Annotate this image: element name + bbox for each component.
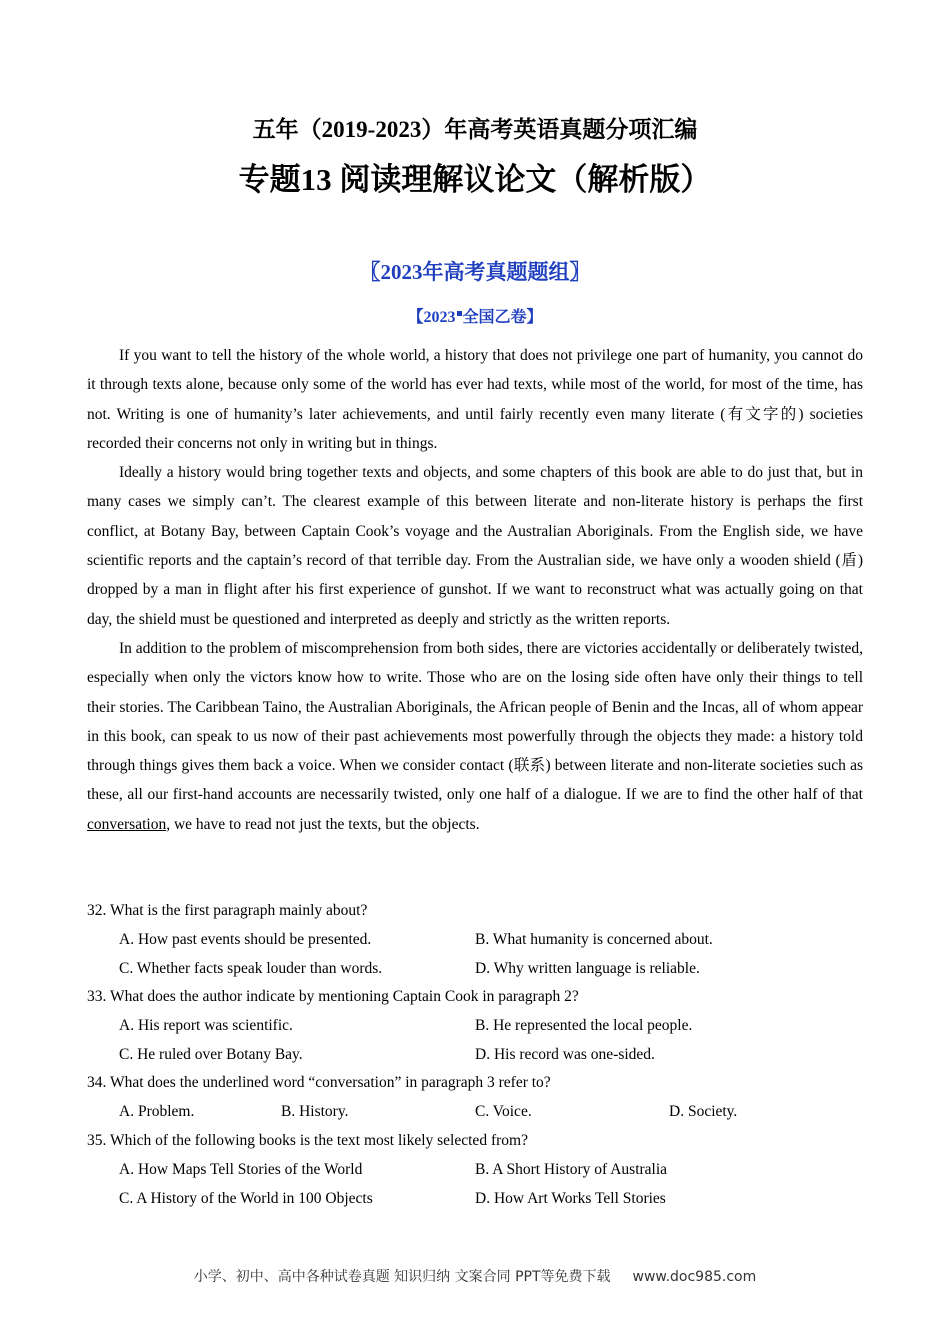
exam-source-label	[0, 306, 950, 330]
paragraph-3-tail: , we have to read not just the texts, but the objects.	[166, 815, 480, 833]
page-footer	[0, 1266, 950, 1288]
reading-passage	[87, 341, 863, 839]
question-34-option-a: A. Problem.	[119, 1103, 195, 1120]
question-35-option-b: B. A Short History of Australia	[475, 1161, 668, 1178]
exam-source-year: 【2023	[407, 309, 456, 326]
question-32-stem: 32. What is the first paragraph mainly about?	[87, 902, 368, 919]
question-33-stem: 33. What does the author indicate by mentioning Captain Cook in paragraph 2?	[87, 988, 579, 1005]
separator-square-icon	[457, 311, 462, 316]
question-35-option-a: A. How Maps Tell Stories of the World	[119, 1161, 363, 1178]
footer-link[interactable]: www.doc985.com	[632, 1269, 757, 1285]
paragraph-1: If you want to tell the history of the whole world, a history that does not privilege one part of humanity, you cannot do it through texts alone, because only some of the world has ever had texts, while most of the world, for most of the time, has not. Writing is one of humanity’s later achievements, and until fairly recently even many literate (有文字的) societies recorded their concerns not only in writing but in things.	[87, 347, 863, 452]
section-heading: 〖2023年高考真题题组〗	[359, 260, 591, 284]
question-32-option-a: A. How past events should be presented.	[119, 931, 372, 948]
question-35-stem: 35. Which of the following books is the text most likely selected from?	[87, 1132, 528, 1149]
question-32-option-d: D. Why written language is reliable.	[475, 960, 700, 977]
document-title: 五年（2019-2023）年高考英语真题分项汇编	[252, 117, 698, 142]
question-35-option-c: C. A History of the World in 100 Objects	[119, 1190, 373, 1207]
paragraph-3-text: In addition to the problem of miscomprehension from both sides, there are victories accidentally or deliberately twisted, especially when only the victors know how to write. Those who are on the losing side often have only their things to tell their stories. The Caribbean Taino, the Australian Aboriginals, the African people of Benin and the Incas, all of whom appear in this book, can speak to us now of their past achievements most powerfully through the objects they made: a history told through things gives them back a voice. When we consider contact (联系) between literate and non-literate societies such as these, all our first-hand accounts are necessarily twisted, only one half of a dialogue. If we are to find the other half of that	[87, 639, 863, 804]
question-34-option-d: D. Society.	[669, 1103, 738, 1120]
question-33-option-a: A. His report was scientific.	[119, 1017, 293, 1034]
question-33-option-b: B. He represented the local people.	[475, 1017, 693, 1034]
paragraph-2: Ideally a history would bring together texts and objects, and some chapters of this book are able to do just that, but in many cases we simply can’t. The clearest example of this between literate and non-literate history is perhaps the first conflict, at Botany Bay, between Captain Cook’s voyage and the Australian Aboriginals. From the English side, we have scientific reports and the captain’s record of that terrible day. From the Australian side, we have only a wooden shield (盾) dropped by a man in flight after his first experience of gunshot. If we want to reconstruct what was actually going on that day, the shield must be questioned and interpreted as deeply and strictly as the written reports.	[87, 464, 863, 628]
question-32-option-c: C. Whether facts speak louder than words.	[119, 960, 383, 977]
footer-text: 小学、初中、高中各种试卷真题 知识归纳 文案合同 PPT等免费下载	[193, 1269, 611, 1285]
exam-source-paper: 全国乙卷】	[462, 309, 543, 326]
question-32-option-b: B. What humanity is concerned about.	[475, 931, 713, 948]
question-34-option-c: C. Voice.	[475, 1103, 532, 1120]
question-33-option-d: D. His record was one-sided.	[475, 1046, 655, 1063]
paragraph-3	[87, 634, 863, 839]
document-subtitle: 专题13 阅读理解议论文（解析版）	[238, 162, 712, 197]
underlined-word: conversation	[87, 815, 167, 833]
question-34-option-b: B. History.	[281, 1103, 349, 1120]
question-34-stem: 34. What does the underlined word “conversation” in paragraph 3 refer to?	[87, 1074, 551, 1091]
question-35-option-d: D. How Art Works Tell Stories	[475, 1190, 666, 1207]
question-33-option-c: C. He ruled over Botany Bay.	[119, 1046, 303, 1063]
